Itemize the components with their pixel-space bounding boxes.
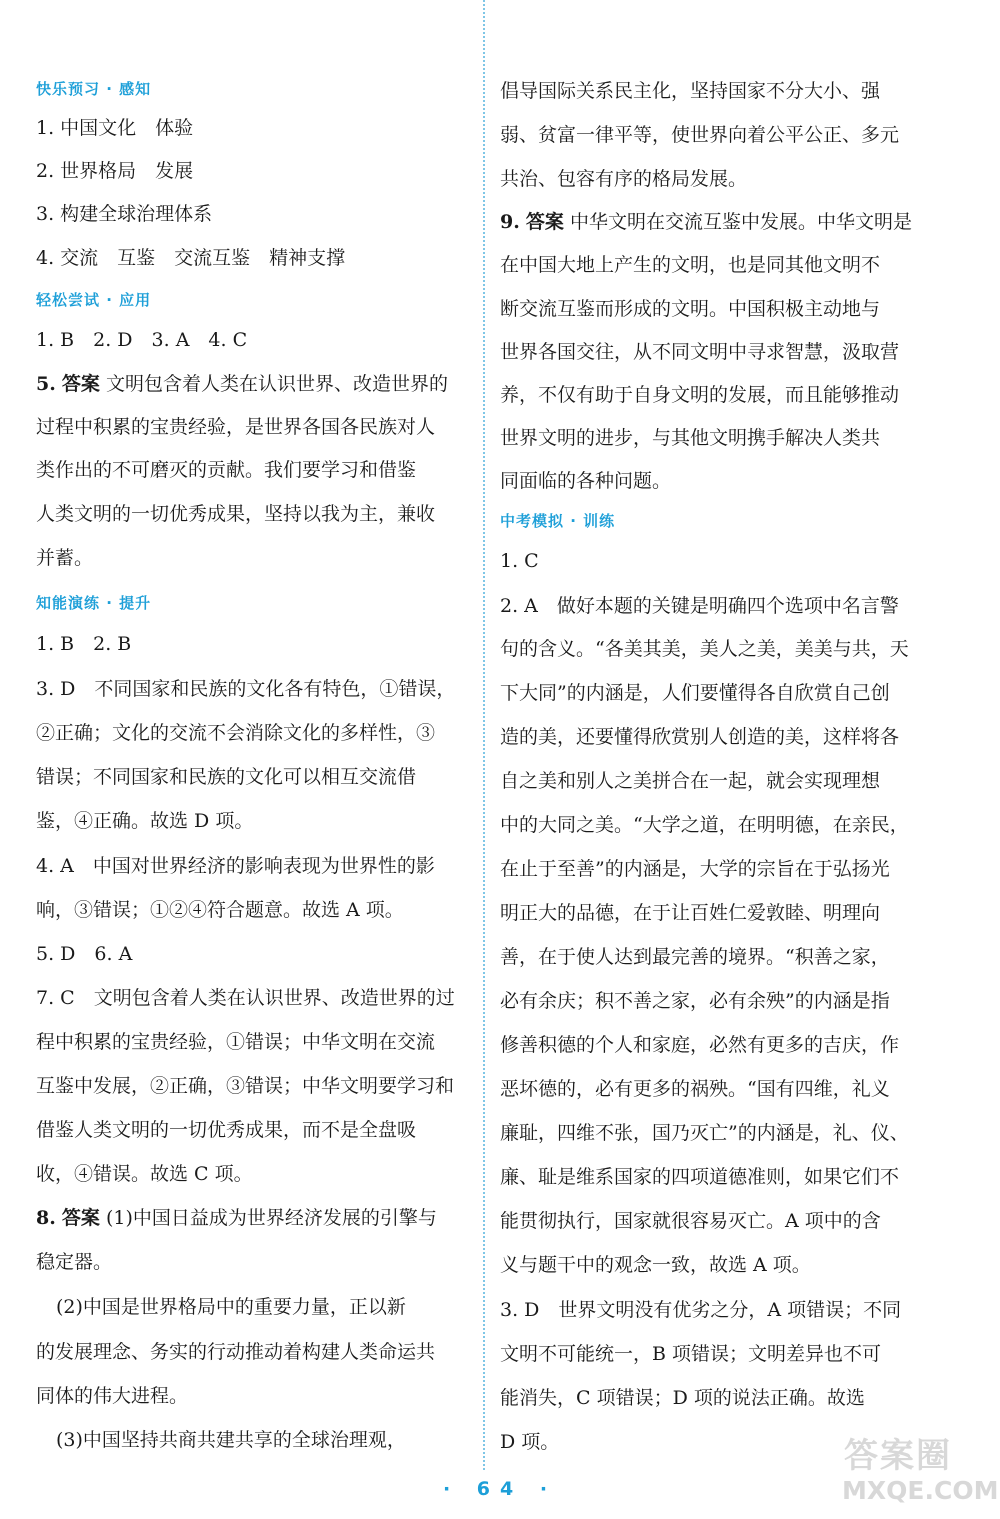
answer-line: 收，④错误。故选 C 项。 [36,1163,253,1185]
answer-text: 文明包含着人类在认识世界、改造世界的 [105,373,448,395]
section-title-try: 轻松尝试 · 应用 [36,291,152,309]
answer-line: (3)中国坚持共商共建共享的全球治理观， [56,1429,406,1451]
answer-line: 下大同”的内涵是，人们要懂得各自欣赏自己创 [500,682,890,704]
watermark-url: MXQE.COM [842,1476,999,1505]
answer-line: 义与题干中的观念一致，故选 A 项。 [500,1254,811,1276]
question-number: 9. [500,211,520,233]
page-number: · 64 · [442,1478,558,1500]
section-title-exam: 中考模拟 · 训练 [500,512,616,530]
answer-line: 5. D 6. A [36,943,133,965]
answer-line: 3. 构建全球治理体系 [36,203,213,225]
answer-line: 必有余庆；积不善之家，必有余殃”的内涵是指 [500,990,890,1012]
answer-line: 2. A 做好本题的关键是明确四个选项中名言警 [500,595,899,617]
answer-line: 能贯彻执行，国家就很容易灭亡。A 项中的含 [500,1210,881,1232]
answer-line: 1. C [500,550,539,572]
answer-line [36,371,448,397]
answer-line: 过程中积累的宝贵经验，是世界各国各民族对人 [36,416,436,438]
answer-line: 的发展理念、务实的行动推动着构建人类命运共 [36,1341,436,1363]
answer-line: 人类文明的一切优秀成果，坚持以我为主，兼收 [36,503,436,525]
answer-line: 7. C 文明包含着人类在认识世界、改造世界的过 [36,987,455,1009]
answer-line: 在中国大地上产生的文明，也是同其他文明不 [500,254,881,276]
answer-line: 修善积德的个人和家庭，必然有更多的吉庆，作 [500,1034,900,1056]
answer-line: 1. B 2. D 3. A 4. C [36,329,248,351]
answer-keyword: 答案 [61,1207,100,1229]
answer-line: 养，不仅有助于自身文明的发展，而且能够推动 [500,384,900,406]
section-title-preview: 快乐预习 · 感知 [36,80,152,98]
answer-line: 同面临的各种问题。 [500,470,672,492]
answer-line: 稳定器。 [36,1251,113,1273]
answer-line: 中的大同之美。“大学之道，在明明德，在亲民， [500,814,909,836]
watermark-logo [838,1428,999,1514]
answer-line: 世界文明的进步，与其他文明携手解决人类共 [500,427,881,449]
answer-line: 借鉴人类文明的一切优秀成果，而不是全盘吸 [36,1119,417,1141]
answer-line: 类作出的不可磨灭的贡献。我们要学习和借鉴 [36,459,417,481]
answer-line: 句的含义。“各美其美，美人之美，美美与共，天 [500,638,909,660]
answer-line: 共治、包容有序的格局发展。 [500,168,748,190]
answer-keyword: 答案 [525,211,564,233]
answer-line: 廉、耻是维系国家的四项道德准则，如果它们不 [500,1166,900,1188]
answer-line: 4. A 中国对世界经济的影响表现为世界性的影 [36,855,435,877]
answer-line: 在止于至善”的内涵是，大学的宗旨在于弘扬光 [500,858,890,880]
answer-keyword: 答案 [61,373,100,395]
answer-line: 4. 交流 互鉴 交流互鉴 精神支撑 [36,247,346,269]
answer-line: 3. D 世界文明没有优劣之分，A 项错误；不同 [500,1299,902,1321]
answer-line: 1. 中国文化 体验 [36,117,194,139]
answer-line: 2. 世界格局 发展 [36,160,194,182]
answer-line: 3. D 不同国家和民族的文化各有特色，①错误， [36,678,456,700]
answer-line: 响，③错误；①②④符合题意。故选 A 项。 [36,899,404,921]
section-title-practice: 知能演练 · 提升 [36,594,152,612]
answer-line: 恶坏德的，必有更多的祸殃。“国有四维，礼义 [500,1078,890,1100]
answer-line: 断交流互鉴而形成的文明。中国积极主动地与 [500,298,881,320]
answer-line [36,1205,437,1231]
answer-line: 明正大的品德，在于让百姓仁爱敦睦、明理向 [500,902,881,924]
answer-line: 程中积累的宝贵经验，①错误；中华文明在交流 [36,1031,436,1053]
answer-line: 1. B 2. B [36,633,132,655]
question-number: 5. [36,373,56,395]
answer-line: 鉴，④正确。故选 D 项。 [36,810,254,832]
answer-line: 互鉴中发展，②正确，③错误；中华文明要学习和 [36,1075,455,1097]
answer-line: 文明不可能统一，B 项错误；文明差异也不可 [500,1343,882,1365]
watermark-title: 答案圈 [844,1436,952,1476]
answer-line: 廉耻，四维不张，国乃灭亡”的内涵是，礼、仪、 [500,1122,909,1144]
answer-text: 中华文明在交流互鉴中发展。中华文明是 [569,211,912,233]
answer-line: 自之美和别人之美拼合在一起，就会实现理想 [500,770,881,792]
answer-line: 弱、贫富一律平等，使世界向着公平公正、多元 [500,124,900,146]
answer-line: D 项。 [500,1431,560,1453]
answer-line: (2)中国是世界格局中的重要力量，正以新 [56,1296,406,1318]
answer-text: (1)中国日益成为世界经济发展的引擎与 [105,1207,437,1229]
answer-line: 善，在于使人达到最完善的境界。“积善之家， [500,946,890,968]
answer-line: 世界各国交往，从不同文明中寻求智慧，汲取营 [500,341,900,363]
answer-line: ②正确；文化的交流不会消除文化的多样性，③ [36,722,436,744]
answer-line: 能消失，C 项错误；D 项的说法正确。故选 [500,1387,865,1409]
answer-line [500,209,912,235]
answer-line: 错误；不同国家和民族的文化可以相互交流借 [36,766,417,788]
answer-line: 造的美，还要懂得欣赏别人创造的美，这样将各 [500,726,900,748]
answer-line: 并蓄。 [36,547,94,569]
answer-line: 倡导国际关系民主化，坚持国家不分大小、强 [500,80,881,102]
column-divider [483,0,485,1470]
answer-line: 同体的伟大进程。 [36,1385,189,1407]
question-number: 8. [36,1207,56,1229]
